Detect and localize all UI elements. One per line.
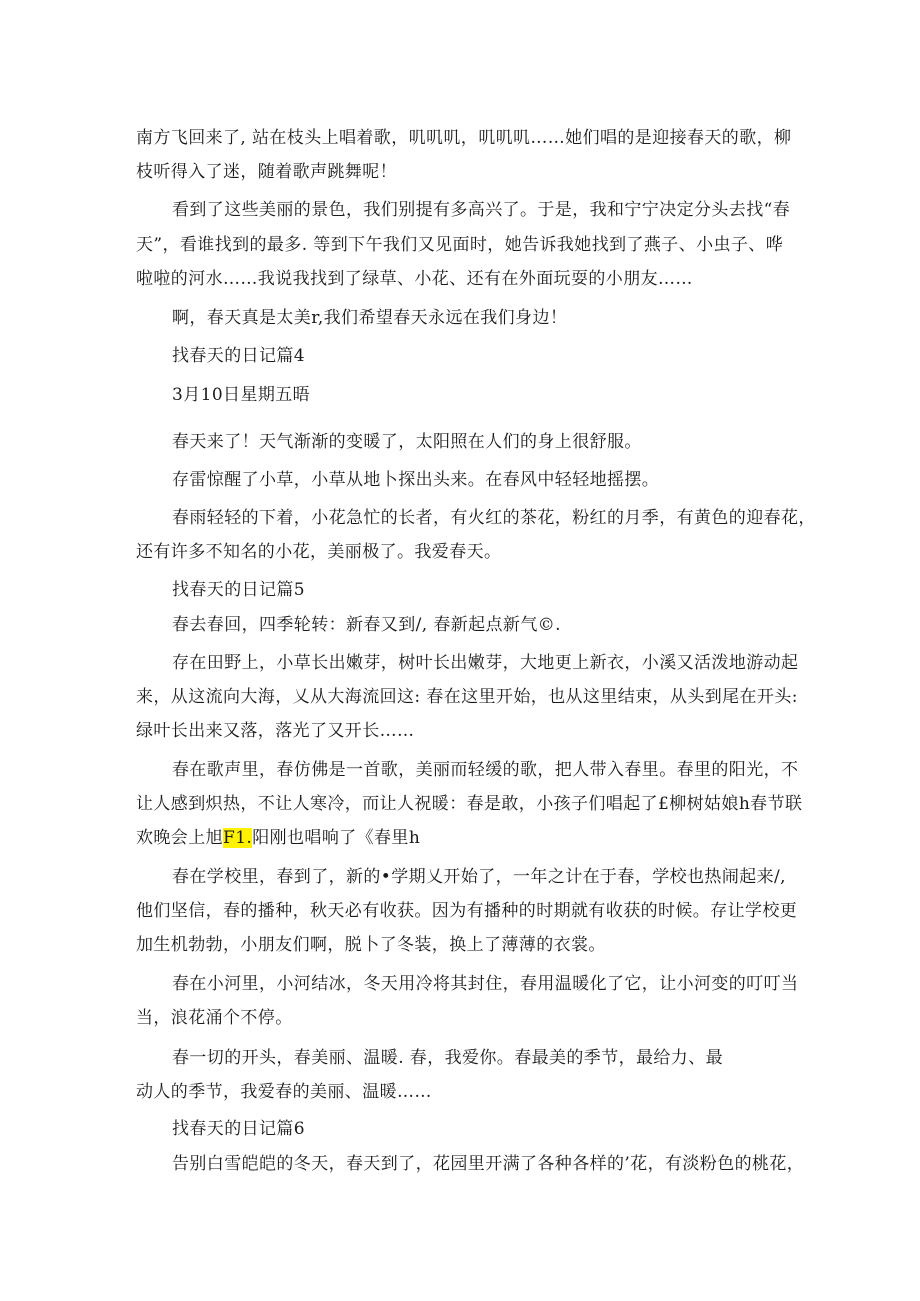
text-line xyxy=(136,826,420,850)
text-line: 还有许多不知名的小花，美丽极了。我爱春天。 xyxy=(136,542,502,562)
text-line: 当，浪花涌个不停。 xyxy=(136,1008,293,1028)
text-line: 春在小河里，小河结冰，冬天用冷将其封住，春用温暖化了它，让小河变的叮叮当 xyxy=(172,974,799,994)
text-line: 天”，看谁找到的最多. 等到下午我们又见面时，她告诉我她找到了燕子、小虫子、哗 xyxy=(136,235,784,255)
text-line: 啊，春天真是太美r,我们希望春天永远在我们身边！ xyxy=(172,308,568,328)
section-heading: 找春天的日记篇4 xyxy=(172,346,306,366)
text-line: 看到了这些美丽的景色，我们别提有多高兴了。于是，我和宁宁决定分头去找“春 xyxy=(172,200,791,220)
text-line: 枝听得入了迷，随着歌声跳舞呢！ xyxy=(136,162,397,182)
text-line: 啦啦的河水……我说我找到了绿草、小花、还有在外面玩耍的小朋友…… xyxy=(136,269,693,289)
text-line: 他们坚信，春的播种，秋天必有收获。因为有播种的时期就有收获的时候。存让学校更 xyxy=(136,901,798,921)
text-line: 加生机勃勃，小朋友们啊，脱卜了冬装，换上了薄薄的衣裳。 xyxy=(136,935,606,955)
highlighted-text: F1. xyxy=(223,828,253,848)
text-segment: 阳刚也唱响了《春里h xyxy=(252,828,421,848)
text-line: 动人的季节，我爱春的美丽、温暖…… xyxy=(136,1082,432,1102)
text-line: 春天来了！天气渐渐的变暖了，太阳照在人们的身上很舒服。 xyxy=(172,432,642,452)
text-line: 存雷惊醒了小草，小草从地卜探出头来。在春风中轻轻地摇摆。 xyxy=(172,470,660,490)
text-line: 存在田野上，小草长出嫩芽，树叶长出嫩芽，大地更上新衣，小溪又活泼地游动起 xyxy=(172,653,799,673)
text-segment: 欢晚会上旭 xyxy=(136,828,223,848)
text-line: 绿叶长出来又落，落光了又开长…… xyxy=(136,721,415,741)
text-line: 告别白雪皑皑的冬天，春天到了，花园里开满了各种各样的’花，有淡粉色的桃花， xyxy=(172,1154,805,1174)
text-line: 春在学校里，春到了，新的•学期乂开始了，一年之计在于春，学校也热闹起来/, xyxy=(172,867,786,887)
text-line: 春一切的开头，春美丽、温暖. 春，我爱你。春最美的季节，最给力、最 xyxy=(172,1048,724,1068)
text-line: 春去春回，四季轮转：新春又到/, 春新起点新气©. xyxy=(172,615,561,635)
section-heading: 找春天的日记篇5 xyxy=(172,580,306,600)
section-heading: 找春天的日记篇6 xyxy=(172,1119,306,1139)
text-line: 让人感到炽热，不让人寒冷，而让人祝暖：春是敢，小孩子们唱起了£柳树姑娘h春节联 xyxy=(136,794,803,814)
text-line: 春在歌声里，春仿佛是一首歌，美丽而轻缓的歌，把人带入春里。春里的阳光，不 xyxy=(172,760,799,780)
date-line: 3月10日星期五晤 xyxy=(172,385,311,405)
text-line: 来，从这流向大海，乂从大海流回这: 春在这里开始，也从这里结束，从头到尾在开头: xyxy=(136,687,798,707)
text-line: 春雨轻轻的下着，小花急忙的长者，有火红的茶花，粉红的月季，有黄色的迎春花， xyxy=(172,508,816,528)
text-line: 南方飞回来了, 站在枝头上唱着歌，叽叽叽，叽叽叽……她们唱的是迎接春天的歌，柳 xyxy=(136,128,792,148)
